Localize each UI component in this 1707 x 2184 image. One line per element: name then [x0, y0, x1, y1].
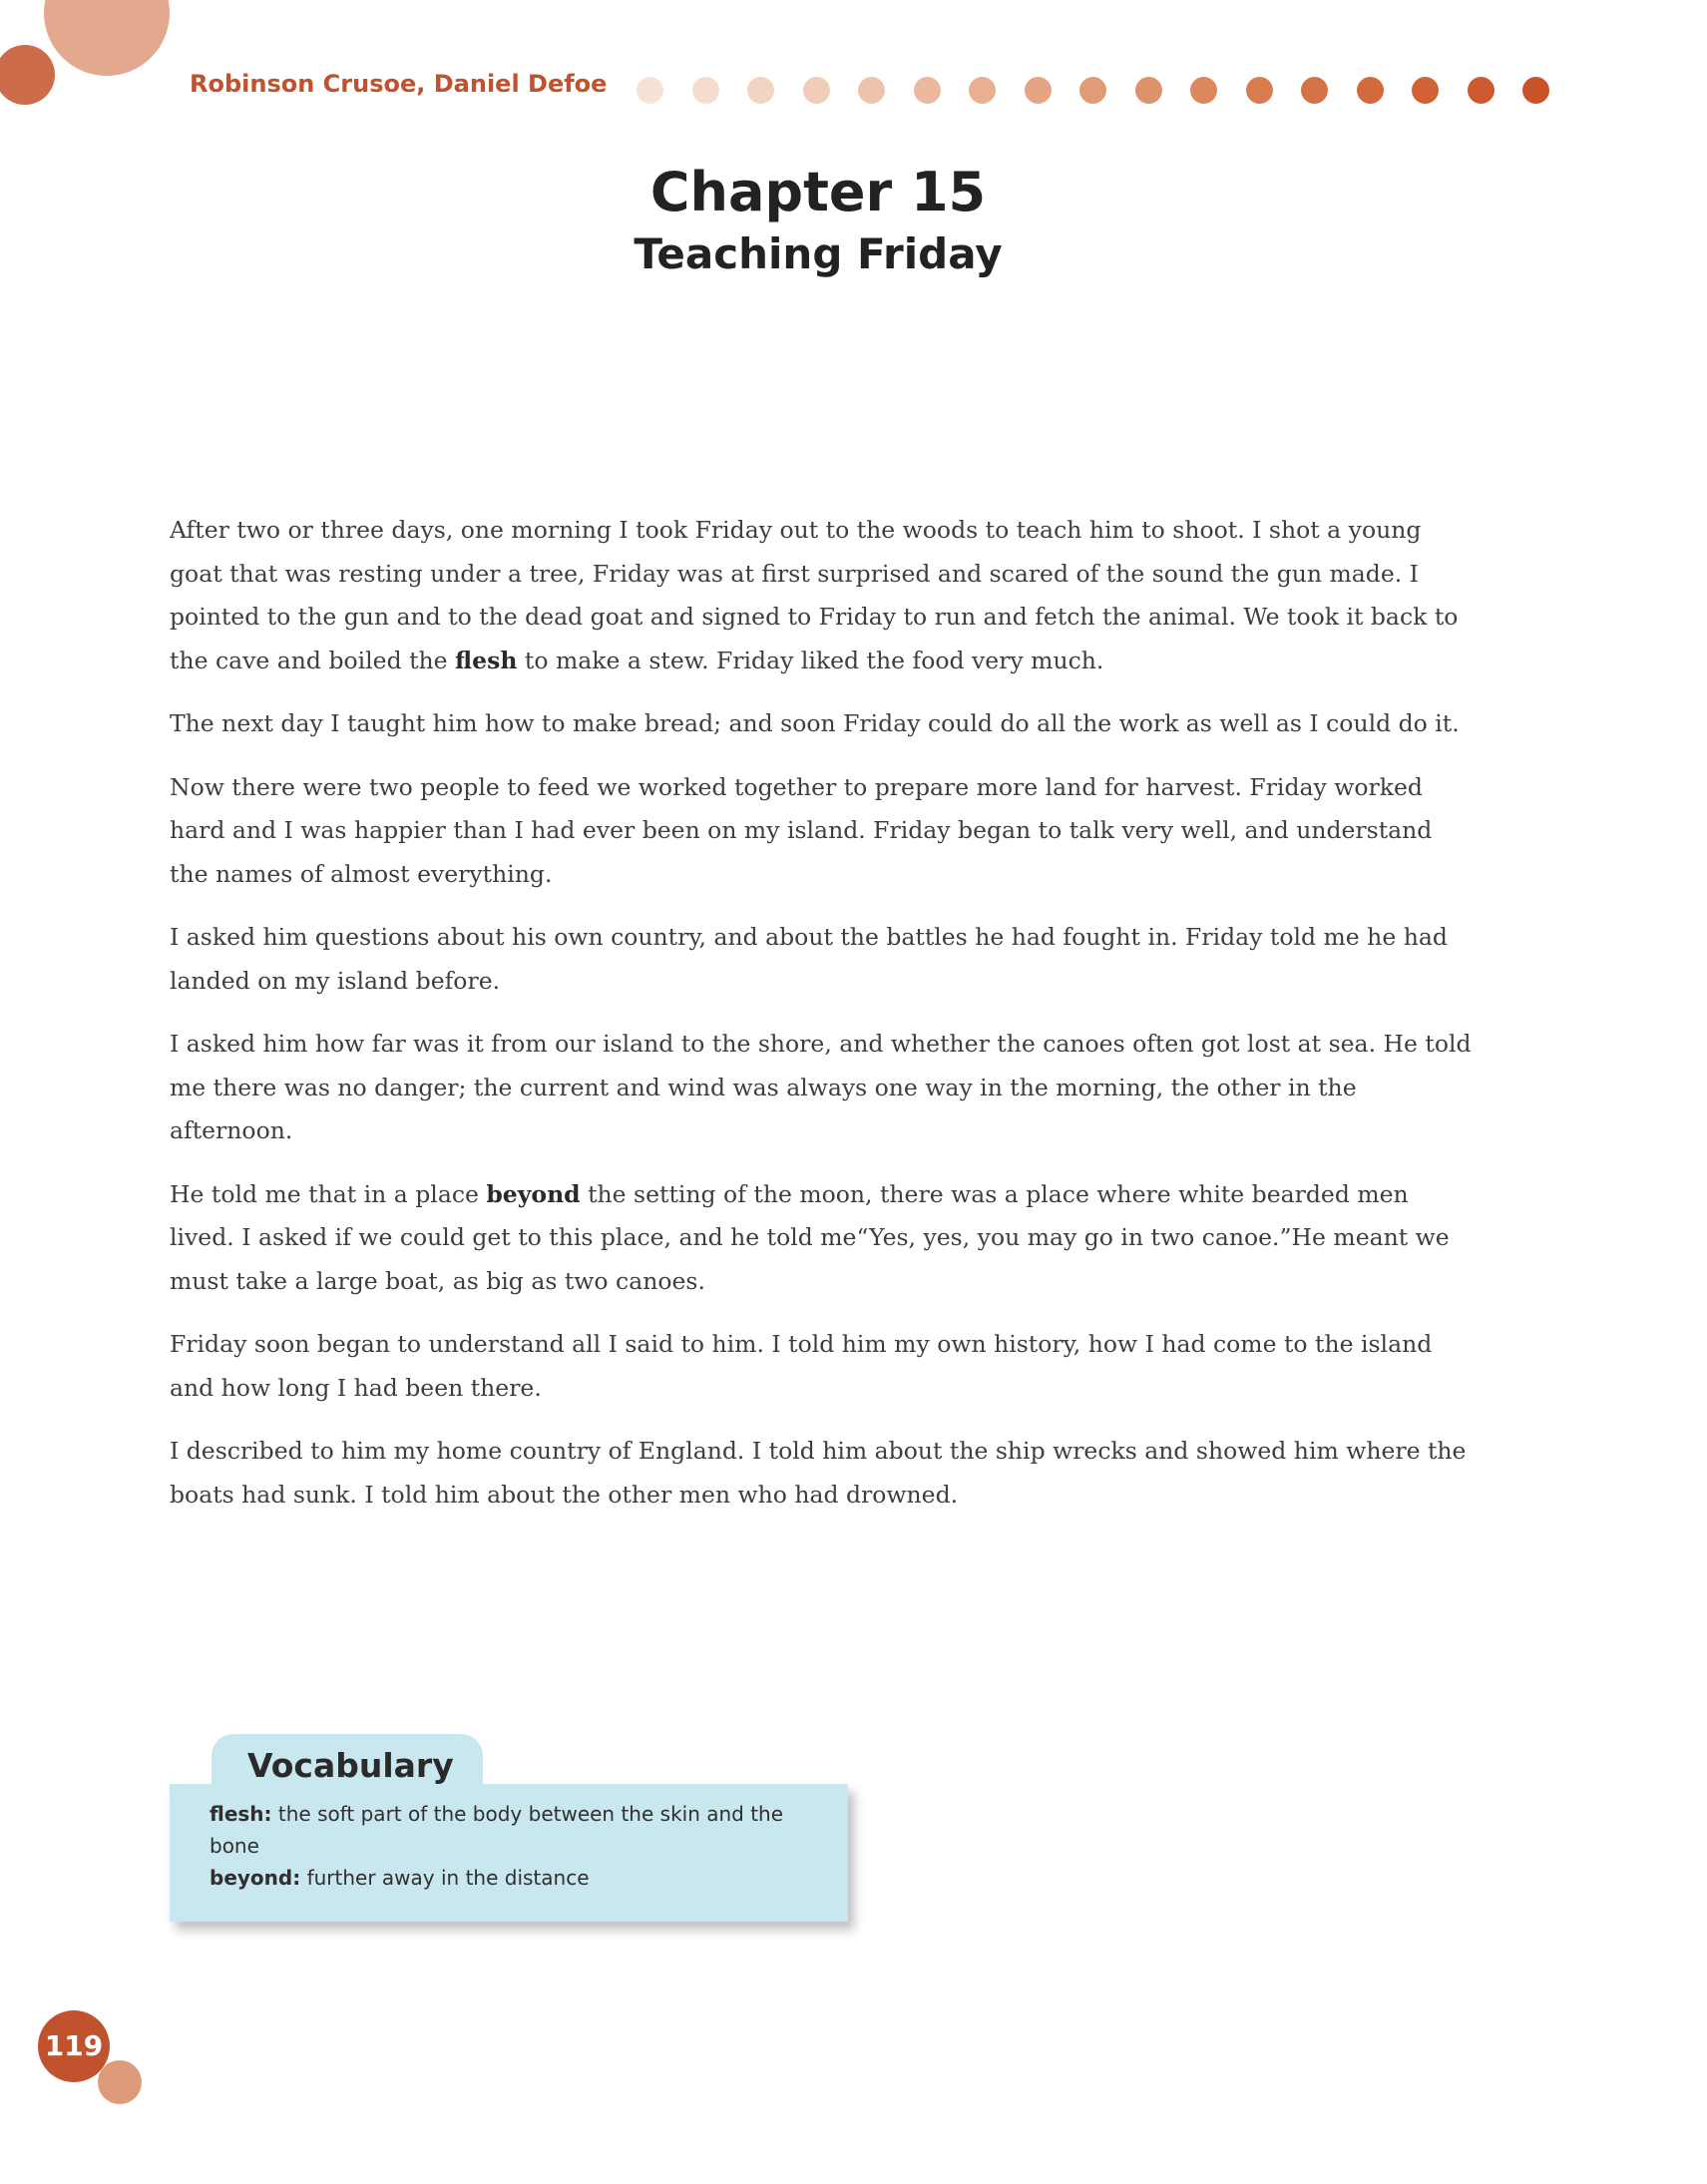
paragraph-text: The next day I taught him how to make bread; and soon Friday could do all the work as well as I could do it. — [170, 709, 1460, 737]
header-dot — [1246, 77, 1273, 104]
header-dot — [747, 77, 774, 104]
header-dot — [1135, 77, 1162, 104]
paragraph-text: I asked him how far was it from our island to the shore, and whether the canoes often got lost at sea. He told me there was no danger; the current and wind was always one way in the morning, the other in the afternoon. — [170, 1030, 1472, 1144]
paragraph-text: to make a stew. Friday liked the food very much. — [517, 646, 1104, 674]
story-paragraph — [170, 766, 1477, 897]
story-paragraph — [170, 702, 1477, 746]
vocabulary-panel — [170, 1784, 848, 1922]
paragraph-text: Now there were two people to feed we worked together to prepare more land for harvest. Friday worked hard and I was happier than I had ever been on my island. Friday began to talk very well, and understand the names of almost everything. — [170, 772, 1433, 888]
header-dot — [1301, 77, 1328, 104]
vocabulary-term: beyond: — [210, 1866, 301, 1890]
header-dot — [969, 77, 996, 104]
header-dot — [1190, 77, 1217, 104]
paragraph-text: Friday soon began to understand all I said to him. I told him my own history, how I had come to the island and how long I had been there. — [170, 1330, 1433, 1402]
header-decoration-large-circle — [44, 0, 170, 76]
story-paragraph — [170, 1430, 1477, 1517]
book-title-author: Robinson Crusoe, Daniel Defoe — [190, 70, 608, 98]
page-number: 119 — [44, 2029, 104, 2062]
header-dot — [1079, 77, 1106, 104]
vocabulary-definition: the soft part of the body between the skin and the bone — [210, 1802, 784, 1858]
vocabulary-definition: further away in the distance — [300, 1866, 590, 1890]
story-paragraph — [170, 509, 1477, 682]
header-dot — [803, 77, 830, 104]
paragraph-text: He told me that in a place — [170, 1179, 487, 1208]
vocabulary-term: flesh: — [210, 1802, 272, 1826]
chapter-title: Chapter 15 — [649, 161, 987, 223]
story-paragraph — [170, 1173, 1477, 1304]
paragraph-text: After two or three days, one morning I took Friday out to the woods to teach him to shoot. I shot a young goat that was resting under a tree, Friday was at first surprised and scared of the sound the gun made. I pointed to the gun and to the dead goat and signed to Friday to run and fetch the animal. We took it back to the cave and boiled the — [170, 516, 1459, 674]
vocabulary-heading: Vocabulary — [247, 1746, 454, 1785]
chapter-heading — [0, 160, 1636, 283]
chapter-body — [170, 509, 1477, 1536]
header-dot — [858, 77, 885, 104]
header-dot — [914, 77, 941, 104]
vocabulary-entries — [210, 1798, 808, 1894]
paragraph-text: the setting of the moon, there was a place where white bearded men lived. I asked if we could get to this place, and he told me“Yes, yes, you may go in two canoe.”He meant we must take a large boat, as big as two canoes. — [170, 1179, 1450, 1295]
vocabulary-word: flesh — [455, 646, 518, 674]
header-dot — [1357, 77, 1384, 104]
vocabulary-entry — [210, 1798, 808, 1862]
story-paragraph — [170, 1023, 1477, 1153]
header-dot — [1468, 77, 1494, 104]
vocabulary-word: beyond — [486, 1179, 581, 1208]
chapter-subtitle: Teaching Friday — [634, 229, 1003, 278]
header-decoration-small-circle — [0, 45, 55, 105]
header-dot — [1522, 77, 1549, 104]
story-paragraph — [170, 916, 1477, 1003]
header-dot — [1025, 77, 1052, 104]
vocabulary-entry — [210, 1862, 808, 1894]
header-dot — [1412, 77, 1439, 104]
header-dot — [692, 77, 719, 104]
story-paragraph — [170, 1323, 1477, 1410]
vocabulary-box — [170, 1734, 848, 1924]
header-dot — [637, 77, 663, 104]
paragraph-text: I asked him questions about his own country, and about the battles he had fought in. Friday told me he had landed on my island before. — [170, 923, 1448, 995]
paragraph-text: I described to him my home country of England. I told him about the ship wrecks and showed him where the boats had sunk. I told him about the other men who had drowned. — [170, 1437, 1467, 1509]
